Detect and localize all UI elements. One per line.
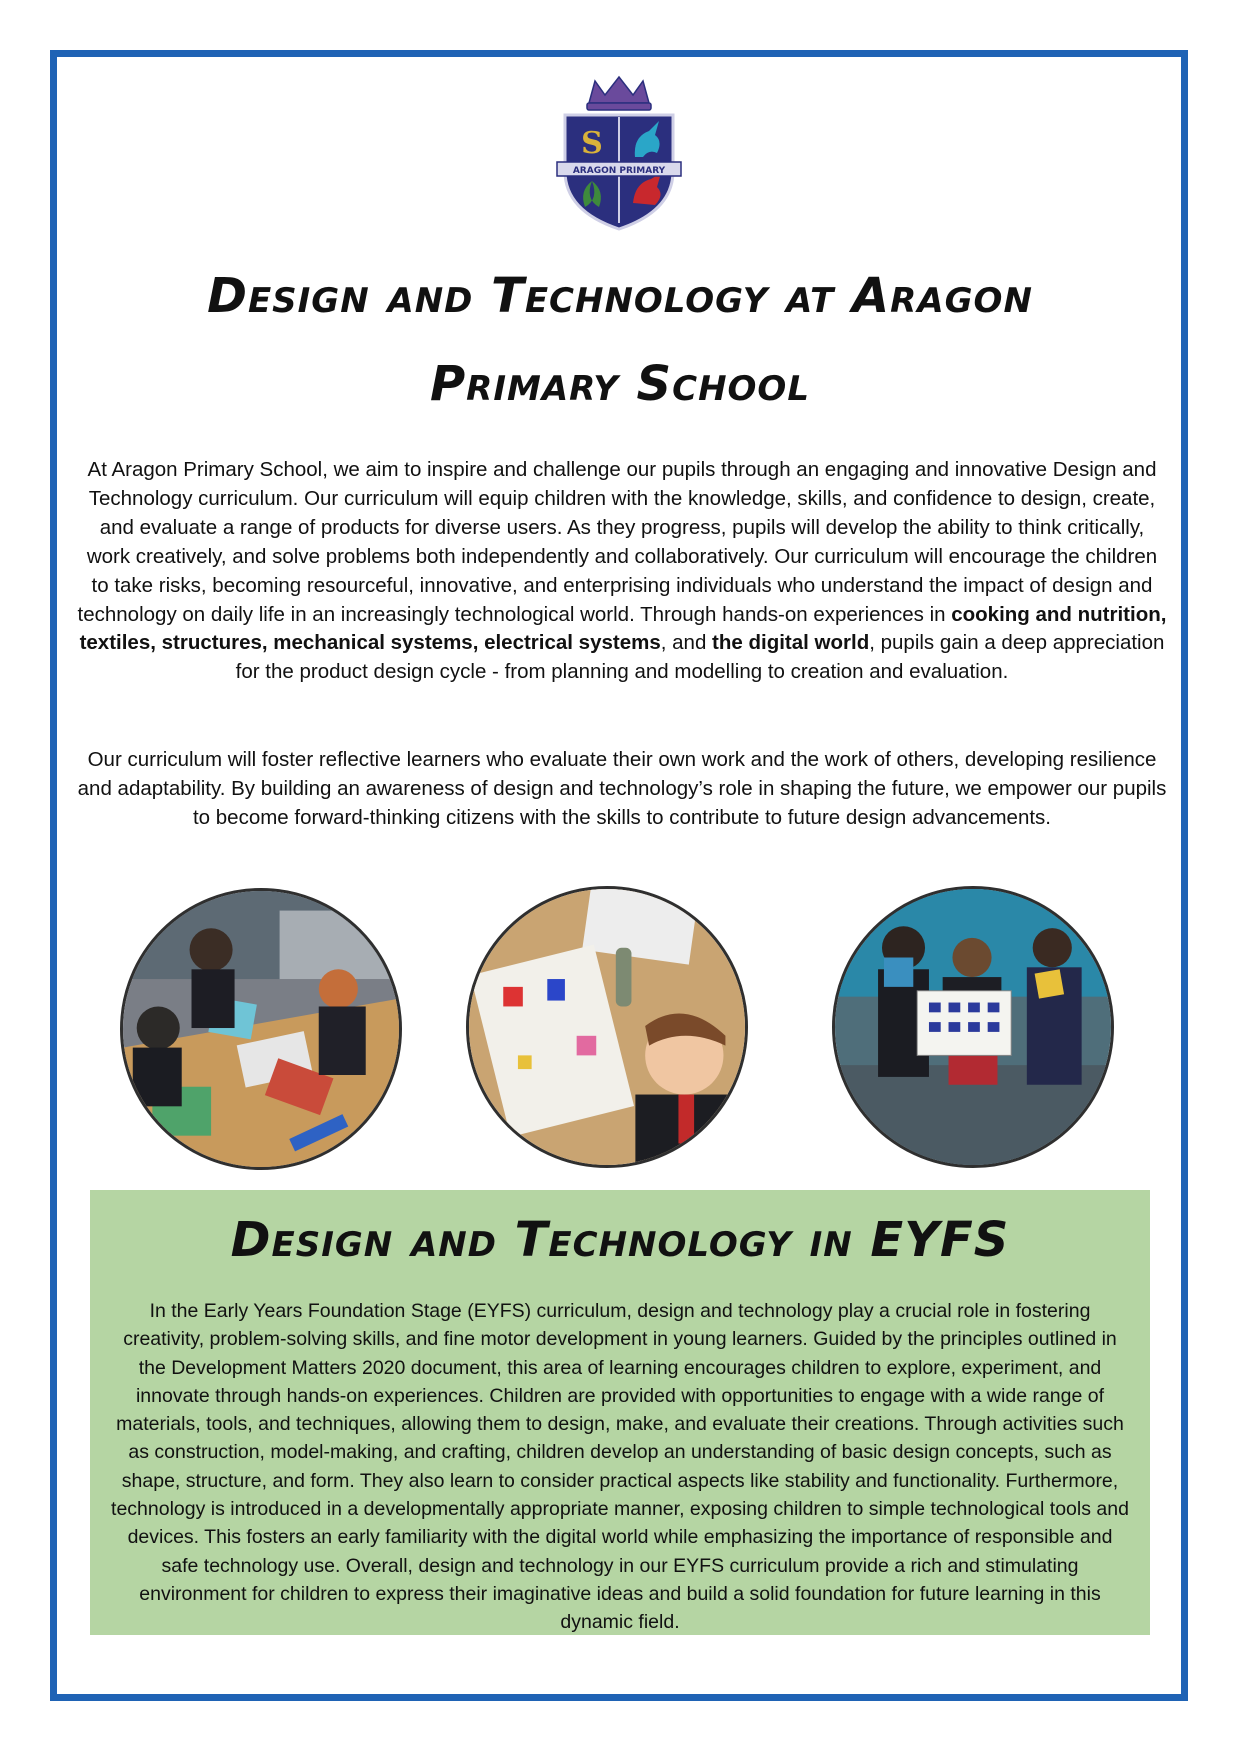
bold-digital-world: the digital world xyxy=(712,631,870,655)
school-crest-logo xyxy=(555,75,683,233)
seahorse-icon: S xyxy=(581,126,603,161)
intro-paragraph-1: At Aragon Primary School, we aim to inspire and challenge our pupils through an engaging and innovative Design and Technology curriculum. Our curriculum will equip children with the knowledge, skills, and confidence to design, create, and evaluate a range of products for diverse users. As they progress, pupils will develop the ability to think critically, work creatively, and solve problems both independently and collaboratively. Our curriculum will encourage the children to take risks, becoming resourceful, innovative, and enterprising individuals who understand the impact of design and technology on daily life in an increasingly technological world. Through hands-on experiences in cooking and nutrition, textiles, structures, mechanical systems, electrical systems, and the digital world, pupils gain a deep appreciation for the product design cycle - from planning and modelling to creation and evaluation. xyxy=(77,458,1167,684)
photo-boy-with-artwork xyxy=(466,886,748,1168)
photo-children-drawing xyxy=(120,888,402,1170)
eyfs-title: Design and Technology in EYFS xyxy=(230,1212,1010,1268)
page-title-line-1: Design and Technology at Aragon xyxy=(207,268,1033,324)
bold-areas: cooking and nutrition, textiles, structures, mechanical systems, electrical systems xyxy=(79,602,1167,655)
photo-children-holding-signs xyxy=(832,886,1114,1168)
crest-banner-text: ARAGON PRIMARY xyxy=(572,166,666,176)
crown-icon xyxy=(587,77,651,110)
eyfs-paragraph: In the Early Years Foundation Stage (EYFS) curriculum, design and technology play a crucial role in fostering creativity, problem-solving skills, and fine motor development in young learners. Guided by the principles outlined in the Development Matters 2020 document, this area of learning encourages children to explore, experiment, and innovate through hands-on experiences. Children are provided with opportunities to engage with a wide range of materials, tools, and techniques, allowing them to design, make, and evaluate their creations. Through activities such as construction, model-making, and crafting, children develop an understanding of basic design concepts, such as shape, structure, and form. They also learn to consider practical aspects like stability and functionality. Furthermore, technology is introduced in a developmentally appropriate manner, exposing children to simple technological tools and devices. This fosters an early familiarity with the digital world while emphasizing the importance of responsible and safe technology use. Overall, design and technology in our EYFS curriculum provide a rich and stimulating environment for children to express their imaginative ideas and build a solid foundation for future learning in this dynamic field. xyxy=(111,1300,1129,1634)
intro-paragraph-2: Our curriculum will foster reflective learners who evaluate their own work and the work of others, developing resilience and adaptability. By building an awareness of design and technology’s role in shaping the future, we empower our pupils to become forward-thinking citizens with the skills to contribute to future design advancements. xyxy=(77,748,1167,829)
eyfs-section xyxy=(90,1190,1150,1635)
page-title-line-2: Primary School xyxy=(430,356,810,412)
